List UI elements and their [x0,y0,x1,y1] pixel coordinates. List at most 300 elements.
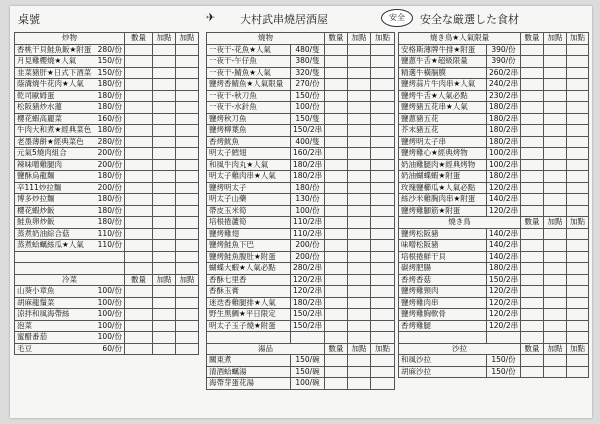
add-cell[interactable] [371,90,395,102]
add-cell[interactable] [153,148,176,160]
item-price: 180/2串 [487,171,521,183]
qty-cell[interactable] [521,44,544,56]
qty-cell[interactable] [521,274,544,286]
add-cell[interactable] [176,113,199,125]
qty-cell[interactable] [521,240,544,252]
qty-cell[interactable] [125,343,153,355]
qty-cell[interactable] [325,194,348,206]
add-cell[interactable] [348,240,371,252]
item-name: 培根捲蘆筍 [207,217,291,229]
qty-cell[interactable] [325,240,348,252]
item-price: 110/份 [97,228,122,238]
add-cell[interactable] [153,90,176,102]
item-price: 150/2串 [291,125,325,137]
qty-cell[interactable] [325,90,348,102]
qty-cell[interactable] [125,309,153,321]
empty-cell[interactable] [153,251,176,263]
add-header: 加點 [544,33,567,45]
add-cell[interactable] [544,263,567,275]
add-cell[interactable] [348,56,371,68]
add-cell[interactable] [348,159,371,171]
add-cell[interactable] [348,378,371,390]
add-cell[interactable] [348,79,371,91]
add-cell[interactable] [544,79,567,91]
add-cell[interactable] [371,182,395,194]
add-cell[interactable] [153,136,176,148]
empty-cell[interactable] [153,263,176,275]
add-cell[interactable] [176,90,199,102]
item-price: 180/2串 [487,136,521,148]
add-cell[interactable] [371,194,395,206]
item-name: 明太子山藥 [207,194,291,206]
qty-cell[interactable] [521,125,544,137]
add-cell[interactable] [544,309,567,321]
empty-cell[interactable] [176,263,199,275]
add-cell[interactable] [348,194,371,206]
add-cell[interactable] [567,159,589,171]
qty-cell[interactable] [125,171,153,183]
add-cell[interactable] [567,67,589,79]
add-cell[interactable] [371,217,395,229]
add-cell[interactable] [544,56,567,68]
menu-item-row [15,320,199,332]
add-cell[interactable] [567,182,589,194]
add-cell[interactable] [176,228,199,240]
qty-cell[interactable] [521,182,544,194]
qty-header: 數量 [521,343,544,355]
add-cell[interactable] [153,56,176,68]
add-cell[interactable] [153,182,176,194]
add-cell[interactable] [176,148,199,160]
add-cell[interactable] [348,125,371,137]
add-header: 加點 [567,343,589,355]
qty-cell[interactable] [521,355,544,367]
add-cell[interactable] [176,136,199,148]
add-cell[interactable] [176,182,199,194]
item-name: 鹽烤鮭魚腹肚★附蛋 [207,251,291,263]
add-cell[interactable] [153,286,176,298]
item-price: 110/2串 [291,217,325,229]
add-cell[interactable] [567,194,589,206]
add-cell[interactable] [176,240,199,252]
add-cell[interactable] [567,90,589,102]
add-cell[interactable] [176,309,199,321]
add-cell[interactable] [348,44,371,56]
item-cell [15,159,125,171]
qty-cell[interactable] [125,79,153,91]
qty-cell[interactable] [125,125,153,137]
item-name: 涼拌和風海帶絲 [17,309,70,318]
add-cell[interactable] [153,159,176,171]
item-price: 150/份 [97,56,122,65]
qty-cell[interactable] [325,263,348,275]
qty-cell[interactable] [325,309,348,321]
qty-cell[interactable] [521,113,544,125]
add-cell[interactable] [544,148,567,160]
empty-cell[interactable] [567,332,589,344]
empty-cell[interactable] [125,251,153,263]
qty-cell[interactable] [521,171,544,183]
add-cell[interactable] [544,251,567,263]
add-cell[interactable] [567,286,589,298]
add-cell[interactable] [567,113,589,125]
add-cell[interactable] [567,136,589,148]
empty-cell[interactable] [371,332,395,344]
qty-cell[interactable] [125,56,153,68]
add-cell[interactable] [348,171,371,183]
add-cell[interactable] [544,320,567,332]
add-cell[interactable] [544,228,567,240]
add-cell[interactable] [176,286,199,298]
qty-cell[interactable] [325,217,348,229]
qty-cell[interactable] [325,148,348,160]
add-cell[interactable] [544,240,567,252]
item-price: 100/2串 [487,159,521,171]
item-price: 150/碗 [291,355,325,367]
add-cell[interactable] [567,102,589,114]
add-cell[interactable] [371,274,395,286]
add-cell[interactable] [544,44,567,56]
add-cell[interactable] [176,171,199,183]
item-price: 100/2串 [487,148,521,160]
add-cell[interactable] [567,263,589,275]
item-name: 鹽烤柳葉魚 [207,125,291,137]
add-cell[interactable] [567,274,589,286]
add-cell[interactable] [371,320,395,332]
qty-cell[interactable] [521,228,544,240]
qty-cell[interactable] [325,355,348,367]
qty-cell[interactable] [125,320,153,332]
add-cell[interactable] [544,355,567,367]
qty-cell[interactable] [521,67,544,79]
item-price: 230/2串 [487,90,521,102]
add-cell[interactable] [348,320,371,332]
add-cell[interactable] [153,44,176,56]
empty-cell[interactable] [125,263,153,275]
qty-cell[interactable] [325,251,348,263]
add-cell[interactable] [567,251,589,263]
add-cell[interactable] [544,102,567,114]
add-cell[interactable] [371,125,395,137]
add-cell[interactable] [371,251,395,263]
add-cell[interactable] [348,251,371,263]
qty-cell[interactable] [325,67,348,79]
empty-cell[interactable] [348,332,371,344]
add-cell[interactable] [176,297,199,309]
qty-cell[interactable] [521,56,544,68]
qty-cell[interactable] [521,297,544,309]
add-cell[interactable] [567,44,589,56]
qty-cell[interactable] [125,332,153,344]
qty-cell[interactable] [325,228,348,240]
item-name: 香烤香菇 [399,274,487,286]
qty-cell[interactable] [521,320,544,332]
add-cell[interactable] [567,355,589,367]
qty-cell[interactable] [125,159,153,171]
add-cell[interactable] [153,102,176,114]
add-cell[interactable] [567,148,589,160]
add-cell[interactable] [371,297,395,309]
empty-cell[interactable] [176,251,199,263]
empty-cell[interactable] [544,332,567,344]
menu-item-row [207,205,395,217]
qty-cell[interactable] [125,136,153,148]
add-cell[interactable] [371,148,395,160]
menu-item-row [15,240,199,252]
add-cell[interactable] [567,125,589,137]
item-cell [15,297,125,309]
item-price: 140/2串 [487,228,521,240]
item-price: 110/2串 [291,228,325,240]
add-cell[interactable] [348,263,371,275]
qty-cell[interactable] [325,125,348,137]
add-cell[interactable] [348,274,371,286]
menu-item-row [207,240,395,252]
qty-cell[interactable] [125,286,153,298]
add-cell[interactable] [544,205,567,217]
menu-item-row [399,182,589,194]
add-cell[interactable] [544,136,567,148]
qty-cell[interactable] [125,205,153,217]
add-cell[interactable] [176,159,199,171]
item-price: 140/2串 [487,251,521,263]
add-cell[interactable] [153,79,176,91]
qty-cell[interactable] [325,44,348,56]
item-name: 鹽烤鮭魚下巴 [207,240,291,252]
qty-cell[interactable] [125,194,153,206]
menu-item-row [399,274,589,286]
add-cell[interactable] [371,286,395,298]
add-cell[interactable] [371,102,395,114]
add-cell[interactable] [153,113,176,125]
empty-cell[interactable] [325,332,348,344]
add-cell[interactable] [348,182,371,194]
qty-cell[interactable] [521,102,544,114]
add-cell[interactable] [153,320,176,332]
qty-cell[interactable] [521,136,544,148]
add-cell[interactable] [371,378,395,390]
qty-cell[interactable] [521,90,544,102]
qty-cell[interactable] [325,102,348,114]
add-cell[interactable] [153,205,176,217]
add-cell[interactable] [371,355,395,367]
add-cell[interactable] [544,274,567,286]
add-cell[interactable] [176,320,199,332]
qty-cell[interactable] [125,240,153,252]
add-cell[interactable] [348,309,371,321]
item-name: 牛肉大和煮★經典菜色 [17,125,92,134]
qty-cell[interactable] [125,148,153,160]
add-cell[interactable] [153,343,176,355]
add-cell[interactable] [371,159,395,171]
qty-cell[interactable] [125,102,153,114]
add-cell[interactable] [371,263,395,275]
add-cell[interactable] [176,332,199,344]
qty-cell[interactable] [125,217,153,229]
add-cell[interactable] [371,228,395,240]
add-cell[interactable] [567,171,589,183]
add-cell[interactable] [567,228,589,240]
add-cell[interactable] [153,194,176,206]
add-cell[interactable] [176,44,199,56]
add-cell[interactable] [153,240,176,252]
menu-item-row [207,274,395,286]
add-cell[interactable] [567,205,589,217]
menu-item-row [207,79,395,91]
add-cell[interactable] [544,90,567,102]
add-cell[interactable] [544,297,567,309]
item-price: 180/份 [97,102,122,111]
qty-cell[interactable] [521,159,544,171]
add-cell[interactable] [544,67,567,79]
add-cell[interactable] [348,217,371,229]
qty-cell[interactable] [125,90,153,102]
qty-cell[interactable] [325,320,348,332]
qty-cell[interactable] [325,113,348,125]
qty-cell[interactable] [521,251,544,263]
item-price: 100/份 [291,205,325,217]
qty-cell[interactable] [325,297,348,309]
qty-cell[interactable] [521,366,544,378]
qty-cell[interactable] [521,309,544,321]
add-cell[interactable] [153,125,176,137]
qty-cell[interactable] [325,274,348,286]
qty-cell[interactable] [325,56,348,68]
add-cell[interactable] [176,79,199,91]
item-price: 180/2串 [291,171,325,183]
add-cell[interactable] [544,171,567,183]
add-cell[interactable] [153,228,176,240]
add-cell[interactable] [176,67,199,79]
add-cell[interactable] [348,366,371,378]
add-cell[interactable] [371,205,395,217]
add-cell[interactable] [544,182,567,194]
empty-cell[interactable] [487,332,521,344]
add-cell[interactable] [153,67,176,79]
add-cell[interactable] [371,240,395,252]
add-cell[interactable] [544,286,567,298]
qty-cell[interactable] [521,194,544,206]
qty-cell[interactable] [325,182,348,194]
qty-cell[interactable] [125,182,153,194]
add-cell[interactable] [153,217,176,229]
item-name: 鹽烤雞翅 [207,228,291,240]
add-cell[interactable] [176,343,199,355]
add-cell[interactable] [176,125,199,137]
item-price: 110/份 [97,240,122,249]
add-cell[interactable] [153,309,176,321]
add-cell[interactable] [371,136,395,148]
add-header: 加點 [153,33,176,45]
qty-cell[interactable] [521,263,544,275]
add-cell[interactable] [567,320,589,332]
empty-cell[interactable] [207,332,291,344]
add-cell[interactable] [544,113,567,125]
add-cell[interactable] [348,286,371,298]
add-cell[interactable] [348,113,371,125]
qty-cell[interactable] [325,378,348,390]
add-cell[interactable] [567,56,589,68]
add-cell[interactable] [371,366,395,378]
add-cell[interactable] [371,56,395,68]
add-cell[interactable] [153,297,176,309]
add-cell[interactable] [176,205,199,217]
add-cell[interactable] [544,194,567,206]
qty-cell[interactable] [325,159,348,171]
add-cell[interactable] [567,79,589,91]
add-cell[interactable] [176,102,199,114]
add-cell[interactable] [567,297,589,309]
qty-cell[interactable] [325,136,348,148]
add-cell[interactable] [371,309,395,321]
item-name: 明太子玉子燒★附蛋 [207,320,291,332]
add-cell[interactable] [348,228,371,240]
add-cell[interactable] [371,113,395,125]
menu-header [10,6,592,32]
item-name: 月見雞櫻燒★人氣 [17,56,77,65]
qty-cell[interactable] [521,79,544,91]
item-cell [15,182,125,194]
qty-cell[interactable] [325,286,348,298]
add-cell[interactable] [348,136,371,148]
item-name: 韭菜豬肝★日式下酒菜 [17,67,92,77]
add-cell[interactable] [348,355,371,367]
empty-cell[interactable] [291,332,325,344]
empty-cell[interactable] [15,263,125,275]
qty-cell[interactable] [521,148,544,160]
add-cell[interactable] [348,90,371,102]
qty-cell[interactable] [521,286,544,298]
empty-cell[interactable] [15,251,125,263]
add-cell[interactable] [176,56,199,68]
add-cell[interactable] [544,366,567,378]
add-cell[interactable] [544,159,567,171]
add-cell[interactable] [176,194,199,206]
add-cell[interactable] [567,240,589,252]
qty-cell[interactable] [125,44,153,56]
qty-cell[interactable] [125,113,153,125]
qty-cell[interactable] [325,79,348,91]
qty-cell[interactable] [325,366,348,378]
item-price: 100/份 [97,320,122,330]
add-cell[interactable] [371,79,395,91]
add-cell[interactable] [176,217,199,229]
add-cell[interactable] [371,44,395,56]
add-cell[interactable] [371,67,395,79]
add-cell[interactable] [371,171,395,183]
add-cell[interactable] [348,205,371,217]
item-name: 和風沙拉 [399,355,487,367]
add-cell[interactable] [544,125,567,137]
add-cell[interactable] [153,171,176,183]
qty-cell[interactable] [521,205,544,217]
add-cell[interactable] [348,297,371,309]
add-cell[interactable] [567,309,589,321]
add-cell[interactable] [348,102,371,114]
empty-cell[interactable] [399,332,487,344]
menu-item-row [207,159,395,171]
add-cell[interactable] [567,366,589,378]
qty-cell[interactable] [125,297,153,309]
qty-cell[interactable] [125,228,153,240]
qty-cell[interactable] [325,205,348,217]
qty-cell[interactable] [325,171,348,183]
qty-cell[interactable] [125,67,153,79]
add-cell[interactable] [153,332,176,344]
add-cell[interactable] [348,67,371,79]
add-cell[interactable] [348,148,371,160]
empty-cell[interactable] [521,332,544,344]
